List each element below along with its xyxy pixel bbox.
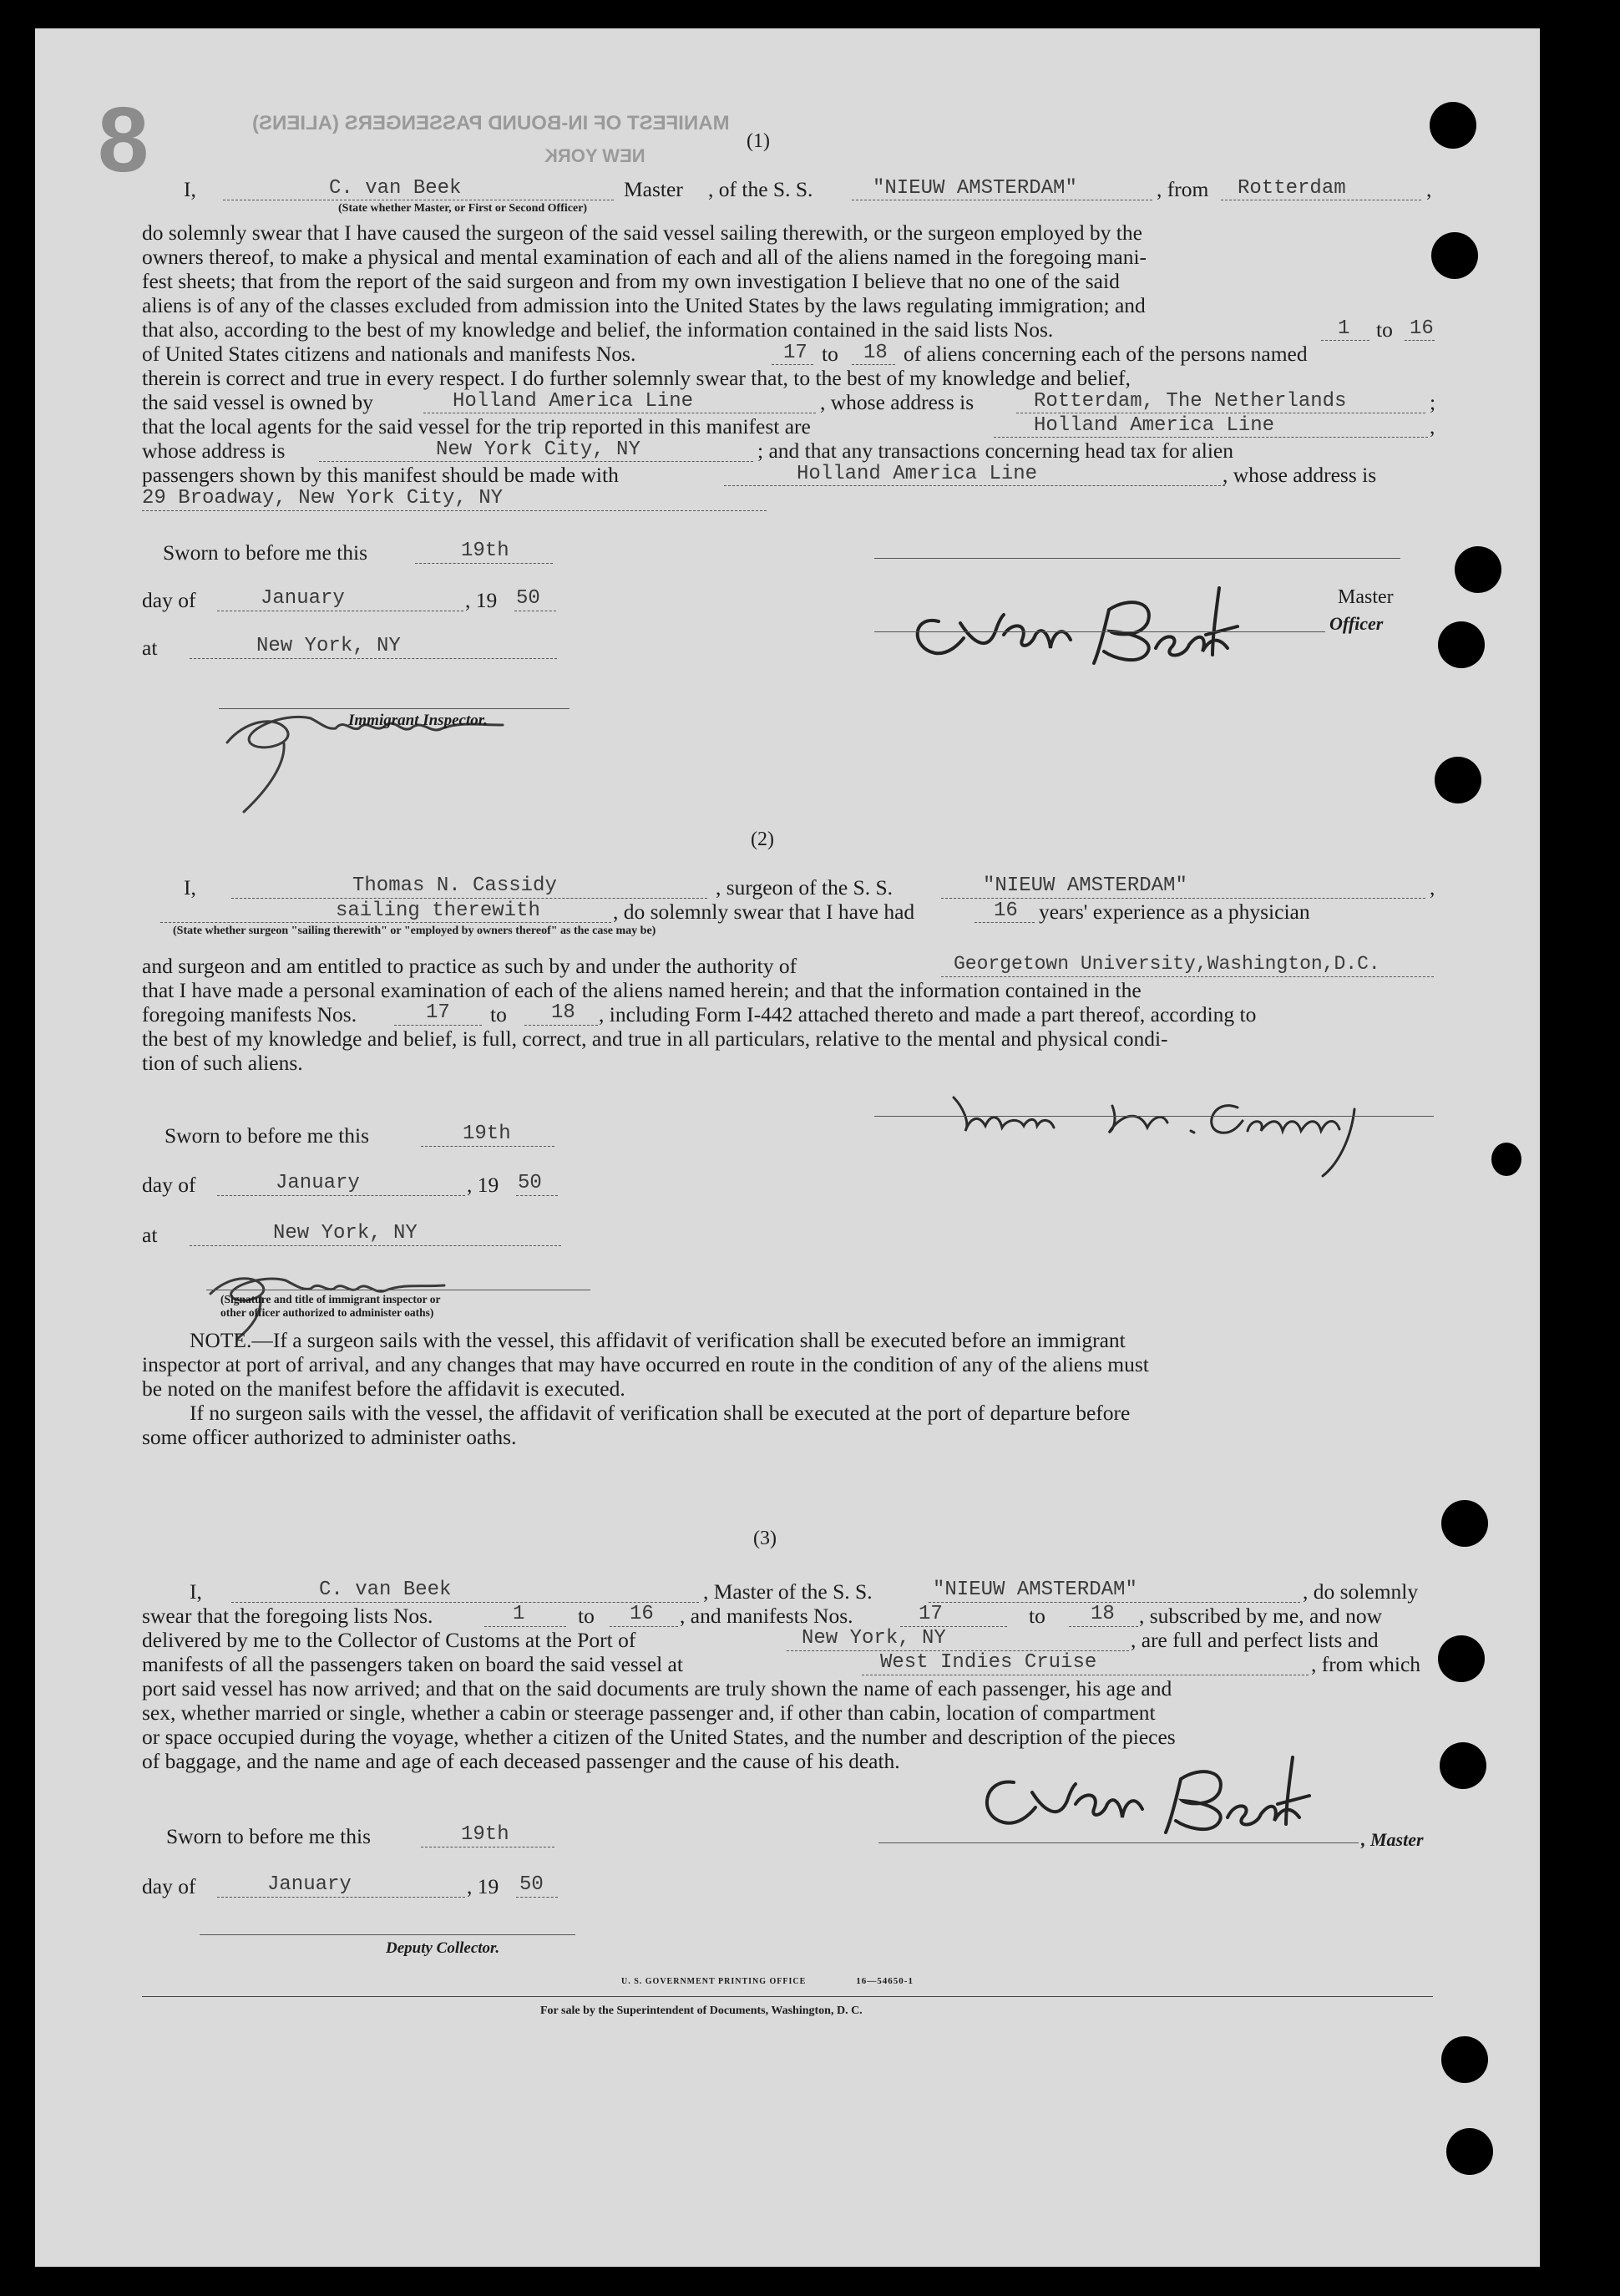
- s1-l11a: whose address is: [142, 438, 286, 463]
- s1-sworn: Sworn to before me this: [163, 540, 368, 565]
- s1-year-prefix: , 19: [465, 588, 498, 612]
- sale-notice: For sale by the Superintendent of Documents, Washington, D. C.: [540, 2005, 863, 2017]
- s3-month: January: [267, 1873, 352, 1896]
- s3-man-to-rule: [1069, 1626, 1138, 1627]
- s2-place: New York, NY: [273, 1222, 418, 1244]
- s3-l3a: delivered by me to the Collector of Customs at the Port of: [142, 1628, 636, 1652]
- s3-year-prefix: , 19: [467, 1874, 499, 1898]
- s3-list-to: 16: [630, 1603, 654, 1625]
- s3-master-signature: [962, 1749, 1346, 1862]
- s2-year: 50: [518, 1172, 542, 1194]
- binder-hole-edge: [1491, 1143, 1521, 1176]
- s1-inspector-label: Immigrant Inspector.: [348, 712, 488, 729]
- binder-hole: [1440, 1742, 1486, 1789]
- s3-l8: of baggage, and the name and age of each deceased passenger and the cause of his death.: [142, 1749, 900, 1773]
- s1-man-to: 18: [863, 342, 888, 364]
- s1-man-from-rule: [772, 364, 813, 365]
- s1-list-to-rule: [1405, 340, 1435, 341]
- s3-l2e: , subscribed by me, and now: [1139, 1604, 1383, 1628]
- s2-day-of: day of: [142, 1173, 196, 1197]
- s2-sworn: Sworn to before me this: [165, 1123, 370, 1148]
- s3-collector-label: Deputy Collector.: [386, 1939, 500, 1957]
- s3-collector-rule: [200, 1934, 575, 1935]
- s2-surgeon-name: Thomas N. Cassidy: [352, 874, 557, 897]
- s2-note-3: be noted on the manifest before the affidavit is executed.: [142, 1376, 625, 1401]
- s2-month-rule: [217, 1195, 465, 1196]
- s1-inspector-rule: [219, 708, 570, 709]
- s1-l1-i: I,: [184, 177, 196, 201]
- s1-l1-master: Master: [624, 177, 683, 201]
- s2-man-from-rule: [394, 1025, 482, 1026]
- s3-boarded: West Indies Cruise: [880, 1651, 1097, 1674]
- s3-l1b: , Master of the S. S.: [703, 1579, 873, 1604]
- s2-l4: that I have made a personal examination of each of the aliens named herein; and that the information contained in the: [142, 978, 1142, 1002]
- s3-port: New York, NY: [802, 1627, 946, 1650]
- form-code: 16—54650-1: [856, 1976, 914, 1986]
- s2-day: 19th: [463, 1123, 511, 1145]
- s2-l6: the best of my knowledge and belief, is full, correct, and true in all particulars, relative to the mental and physical condi-: [142, 1026, 1168, 1051]
- s1-headtax-rule: [724, 485, 1225, 486]
- s1-day-of: day of: [142, 588, 196, 612]
- s2-l5c: , including Form I-442 attached thereto and made a part thereof, according to: [599, 1002, 1257, 1026]
- s1-l4: fest sheets; that from the report of the said surgeon and from my own investigation I believe that no one of the said: [142, 269, 1120, 293]
- s2-years-rule: [975, 922, 1035, 923]
- s3-l3b: , are full and perfect lists and: [1131, 1628, 1379, 1652]
- s2-l2a: , do solemnly swear that I have had: [613, 900, 915, 924]
- s3-name-rule: [231, 1602, 699, 1603]
- s1-l7c: of aliens concerning each of the persons named: [904, 342, 1308, 366]
- s3-l2d: to: [1029, 1604, 1045, 1628]
- s1-l7a: of United States citizens and nationals and manifests Nos.: [142, 342, 636, 366]
- s1-owner-address: Rotterdam, The Netherlands: [1034, 390, 1347, 413]
- s1-agents-address-rule: [319, 461, 753, 462]
- s1-inspector-signature: [210, 663, 561, 818]
- s3-master-label: , Master: [1361, 1829, 1424, 1850]
- s2-name-rule: [231, 898, 707, 899]
- note-text-1: —If a surgeon sails with the vessel, this affidavit of verification shall be executed before an immigrant: [251, 1328, 1126, 1352]
- binder-hole: [1441, 2036, 1488, 2083]
- s1-l10a: that the local agents for the said vessel for the trip reported in this manifest are: [142, 414, 811, 438]
- s3-l4a: manifests of all the passengers taken on board the said vessel at: [142, 1652, 683, 1676]
- s3-l5: port said vessel has now arrived; and that on the said documents are truly shown the name of each passenger, his age and: [142, 1676, 1172, 1700]
- s3-l7: or space occupied during the voyage, whether a citizen of the United States, and the number and description of the pieces: [142, 1725, 1176, 1749]
- s3-master-sign-rule: [878, 1842, 1359, 1843]
- ghost-stamp-2: NEW YORK: [544, 145, 645, 166]
- s2-year-rule: [516, 1195, 558, 1196]
- s3-year-rule: [516, 1897, 558, 1898]
- s1-l1-ofss: , of the S. S.: [708, 177, 813, 201]
- s2-surgeon-sign-rule: [874, 1116, 1434, 1117]
- s1-l12a: passengers shown by this manifest should be made with: [142, 463, 619, 487]
- s1-agents-rule: [994, 437, 1428, 438]
- section-2-number: (2): [751, 829, 774, 850]
- section-1-number: (1): [747, 130, 770, 152]
- s1-master-signature: [895, 555, 1279, 676]
- s2-years: 16: [994, 900, 1018, 922]
- s1-agents: Holland America Line: [1034, 414, 1275, 437]
- binder-hole: [1430, 102, 1476, 149]
- s1-l9b: , whose address is: [820, 390, 975, 414]
- s1-l12b: , whose address is: [1223, 463, 1377, 487]
- s3-l1c: , do solemnly: [1303, 1579, 1419, 1604]
- s2-surgeon-signature: [920, 1072, 1388, 1185]
- s2-sailing-rule: [160, 922, 611, 923]
- sheet-number: 8: [98, 89, 149, 191]
- s3-l1a: I,: [190, 1579, 202, 1604]
- ghost-stamp-1: MANIFEST OF IN-BOUND PASSENGERS (ALIENS): [252, 112, 730, 134]
- s3-day: 19th: [461, 1823, 509, 1846]
- s3-vessel: "NIEUW AMSTERDAM": [933, 1579, 1137, 1601]
- s2-authority-rule: [941, 976, 1434, 977]
- s1-l11b: ; and that any transactions concerning head tax for alien: [757, 438, 1233, 463]
- s2-caption: (State whether surgeon "sailing therewith" or "employed by owners thereof" as the case may be): [173, 925, 656, 937]
- s3-month-rule: [217, 1897, 465, 1898]
- s2-man-to: 18: [551, 1001, 575, 1024]
- s1-list-from: 1: [1338, 317, 1350, 340]
- s1-place-rule: [190, 658, 557, 659]
- s1-l2: do solemnly swear that I have caused the surgeon of the said vessel sailing therewith, or the surgeon employed by the: [142, 220, 1142, 245]
- s1-officer-label: Officer: [1329, 613, 1384, 634]
- s2-vessel-rule: [941, 898, 1425, 899]
- s1-day: 19th: [461, 540, 509, 562]
- s1-headtax: Holland America Line: [797, 463, 1038, 485]
- s2-l1c: ,: [1430, 875, 1435, 900]
- s3-year: 50: [519, 1873, 544, 1896]
- s1-man-from: 17: [783, 342, 807, 364]
- printing-office: [621, 1976, 914, 1986]
- s3-l2b: to: [578, 1604, 595, 1628]
- s1-year: 50: [516, 587, 540, 610]
- footer-rule: [142, 1996, 1433, 1997]
- s2-l3: and surgeon and am entitled to practice as such by and under the authority of: [142, 954, 797, 978]
- s1-place: New York, NY: [256, 635, 401, 657]
- s2-note-2: inspector at port of arrival, and any changes that may have occurred en route in the condition of any of the aliens must: [142, 1352, 1149, 1376]
- binder-hole: [1441, 1500, 1488, 1547]
- s2-l1b: , surgeon of the S. S.: [716, 875, 894, 900]
- note-label: NOTE.: [190, 1328, 252, 1352]
- s2-note-5: some officer authorized to administer oaths.: [142, 1425, 517, 1449]
- s2-sig-caption-1: (Signature and title of immigrant inspector or: [220, 1293, 441, 1305]
- s1-master-label: Master: [1338, 586, 1394, 608]
- s3-l2c: , and manifests Nos.: [680, 1604, 853, 1628]
- s1-vessel: "NIEUW AMSTERDAM": [873, 177, 1077, 200]
- s1-owner: Holland America Line: [453, 390, 694, 413]
- s3-day-of: day of: [142, 1874, 196, 1898]
- s2-l5b: to: [490, 1002, 507, 1026]
- s2-sig-caption-2: other officer authorized to administer oaths): [220, 1306, 434, 1319]
- manifest-page: [35, 28, 1540, 2267]
- binder-hole: [1438, 1635, 1485, 1682]
- s2-l5a: foregoing manifests Nos.: [142, 1002, 357, 1026]
- s2-year-prefix: , 19: [467, 1173, 499, 1197]
- s1-agents-address: New York City, NY: [436, 438, 640, 461]
- s1-l5: aliens is of any of the classes excluded from admission into the United States by the laws regulating immigration; and: [142, 293, 1146, 317]
- s1-from-port: Rotterdam: [1238, 177, 1346, 200]
- s1-l1-from: , from: [1157, 177, 1209, 201]
- binder-hole: [1446, 2128, 1493, 2175]
- s3-man-from: 17: [919, 1603, 943, 1625]
- s1-at: at: [142, 636, 158, 660]
- binder-hole: [1431, 232, 1478, 279]
- s3-list-from-rule: [484, 1626, 566, 1627]
- binder-hole: [1435, 757, 1481, 803]
- s1-l9a: the said vessel is owned by: [142, 390, 373, 414]
- binder-hole: [1455, 546, 1501, 593]
- s1-day-rule: [415, 563, 553, 564]
- s1-l6-to: to: [1376, 317, 1393, 342]
- s1-headtax-address-rule: [142, 510, 767, 511]
- s2-man-to-rule: [524, 1025, 598, 1026]
- s1-master-name: C. van Beek: [329, 177, 462, 200]
- s2-man-from: 17: [426, 1001, 450, 1024]
- s3-l4b: , from which: [1311, 1652, 1421, 1676]
- s3-master-name: C. van Beek: [319, 1579, 452, 1601]
- s2-month: January: [276, 1172, 360, 1194]
- s2-l7: tion of such aliens.: [142, 1051, 303, 1075]
- s2-l2b: years' experience as a physician: [1039, 900, 1310, 924]
- s1-caption: (State whether Master, or First or Second Officer): [338, 202, 588, 215]
- s2-day-rule: [421, 1146, 554, 1147]
- s1-l1-comma: ,: [1426, 177, 1432, 201]
- s1-l3: owners thereof, to make a physical and mental examination of each and all of the aliens named in the foregoing mani-: [142, 245, 1147, 269]
- s1-headtax-address: 29 Broadway, New York City, NY: [142, 487, 504, 509]
- s1-list-from-rule: [1321, 340, 1369, 341]
- s2-sailing: sailing therewith: [336, 900, 540, 922]
- s2-note-4: If no surgeon sails with the vessel, the affidavit of verification shall be executed at the port of departure before: [190, 1401, 1131, 1425]
- s3-sworn: Sworn to before me this: [166, 1824, 372, 1848]
- s3-list-from: 1: [513, 1603, 525, 1625]
- s2-at: at: [142, 1223, 158, 1247]
- s1-l9c: ;: [1430, 390, 1436, 414]
- s1-month: January: [261, 587, 345, 610]
- s1-l10b: ,: [1430, 414, 1435, 438]
- s1-l6: that also, according to the best of my knowledge and belief, the information contained in the said lists Nos.: [142, 317, 1054, 342]
- s1-officer-rule: [874, 631, 1325, 632]
- s2-l1a: I,: [184, 875, 196, 900]
- s3-l6: sex, whether married or single, whether a cabin or steerage passenger and, if other than cabin, location of compartment: [142, 1700, 1156, 1725]
- s2-vessel: "NIEUW AMSTERDAM": [983, 874, 1187, 897]
- section-3-number: (3): [753, 1528, 777, 1549]
- s1-l7b: to: [822, 342, 838, 366]
- s2-note-1: [190, 1328, 1126, 1353]
- s3-list-to-rule: [610, 1626, 678, 1627]
- s1-l8: therein is correct and true in every respect. I do further solemnly swear that, to the best of my knowledge and belief,: [142, 366, 1131, 390]
- s1-man-to-rule: [852, 364, 895, 365]
- s3-l2a: swear that the foregoing lists Nos.: [142, 1604, 433, 1628]
- s2-authority: Georgetown University,Washington,D.C.: [954, 953, 1380, 975]
- s1-list-to: 16: [1410, 317, 1434, 340]
- s3-man-to: 18: [1091, 1603, 1115, 1625]
- binder-hole: [1438, 621, 1485, 668]
- printing-office-label: U. S. GOVERNMENT PRINTING OFFICE: [621, 1977, 807, 1986]
